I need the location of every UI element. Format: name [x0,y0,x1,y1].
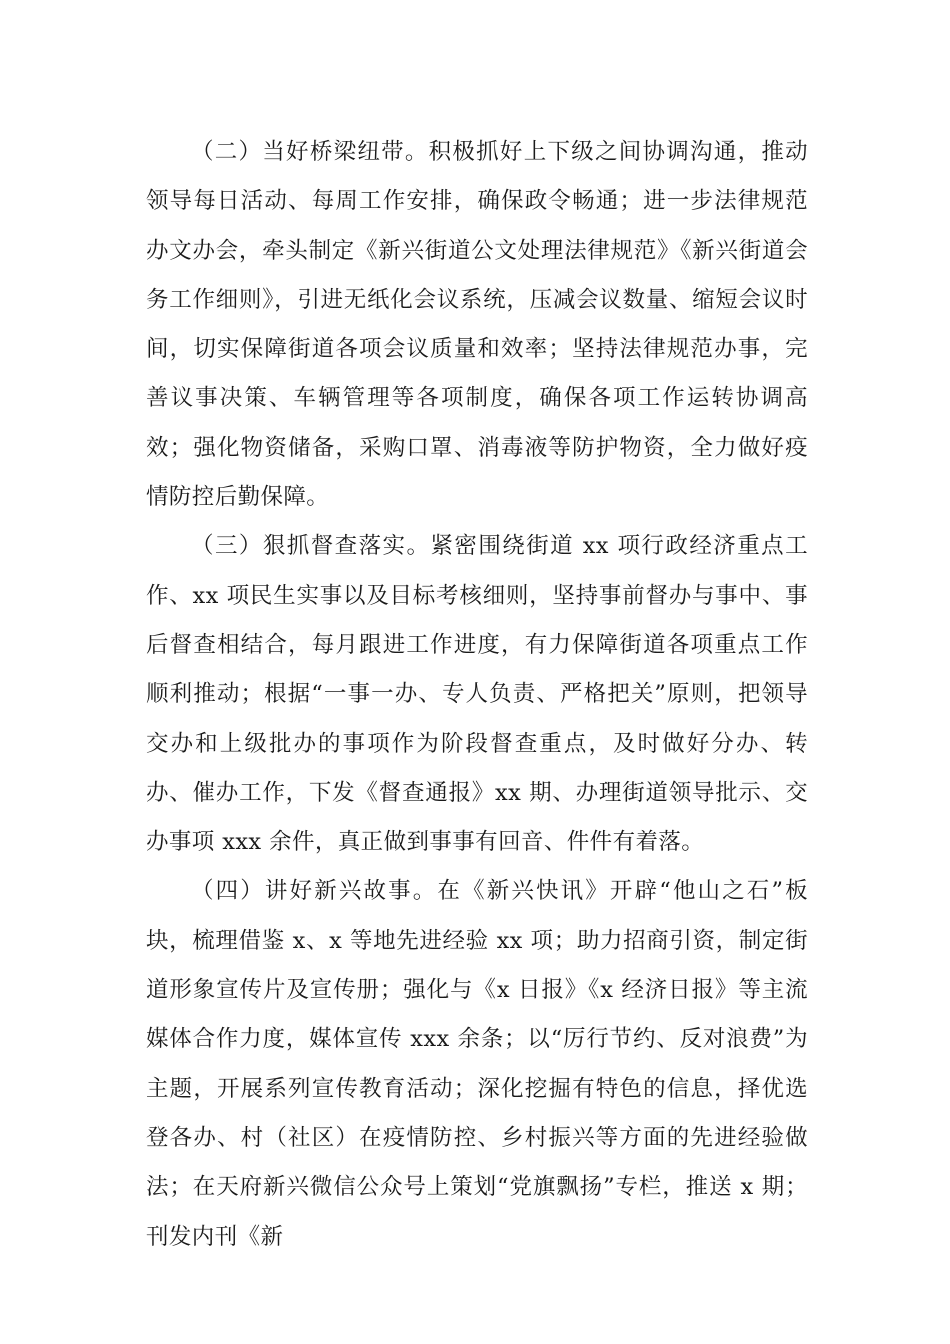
paragraph-xinxing-story: （四）讲好新兴故事。在《新兴快讯》开辟“他山之石”板块，梳理借鉴 x、x 等地先进经验 xx 项；助力招商引资，制定街道形象宣传片及宣传册；强化与《x 日报》《x 经济日报》等主流媒体合作力度，媒体宣传 xxx 余条；以“厉行节约、反对浪费”为主题，开展系列宣传教育活动；深化挖掘有特色的信息，择优选登各办、村（社区）在疫情防控、乡村振兴等方面的先进经验做法；在天府新兴微信公众号上策划“党旗飘扬”专栏，推送 x 期；刊发内刊《新 [146,878,808,1250]
paragraph-supervision: （三）狠抓督查落实。紧密围绕街道 xx 项行政经济重点工作、xx 项民生实事以及目标考核细则，坚持事前督办与事中、事后督查相结合，每月跟进工作进度，有力保障街道各项重点工作顺利推动；根据“一事一办、专人负责、严格把关”原则，把领导交办和上级批办的事项作为阶段督查重点，及时做好分办、转办、催办工作，下发《督查通报》xx 期、办理街道领导批示、交办事项 xxx 余件，真正做到事事有回音、件件有着落。 [146,533,808,856]
document-body [146,128,808,1262]
paragraph-bridge-link: （二）当好桥梁纽带。积极抓好上下级之间协调沟通，推动领导每日活动、每周工作安排，确保政令畅通；进一步法律规范办文办会，牵头制定《新兴街道公文处理法律规范》《新兴街道会务工作细则》，引进无纸化会议系统，压减会议数量、缩短会议时间，切实保障街道各项会议质量和效率；坚持法律规范办事，完善议事决策、车辆管理等各项制度，确保各项工作运转协调高效；强化物资储备，采购口罩、消毒液等防护物资，全力做好疫情防控后勤保障。 [146,139,808,511]
